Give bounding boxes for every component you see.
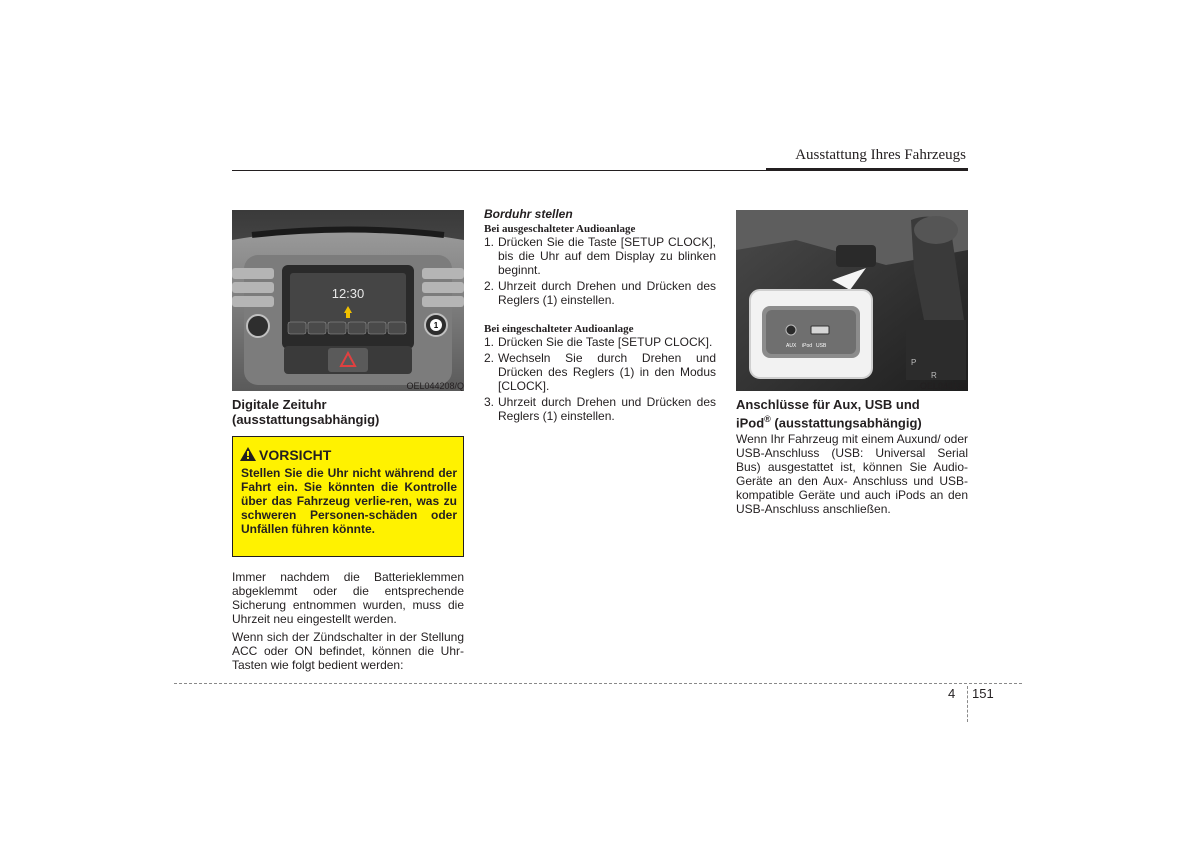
steps-list (484, 335, 716, 423)
clock-display: 12:30 (331, 286, 365, 301)
page-divider (967, 686, 968, 722)
body-paragraphs (232, 570, 464, 676)
warning-box (232, 436, 464, 557)
list-item: 2. Uhrzeit durch Drehen und Drücken des Reglers (1) einstellen. (484, 279, 716, 307)
clock-instructions (484, 207, 716, 425)
footer-rule (174, 683, 1022, 684)
running-header: Ausstattung Ihres Fahrzeugs (795, 147, 966, 163)
paragraph: Wenn Ihr Fahrzeug mit einem Auxund/ oder USB-Anschluss (USB: Universal Serial Bus) ausgestattet ist, können Sie Audio-Geräte an den Aux- Anschluss und USB-kompatible Geräte und auch iPods an den USB-Anschluss anschließen. (736, 432, 968, 516)
subheading: Bei eingeschalteter Audioanlage (484, 323, 634, 335)
header-rule (232, 170, 766, 171)
warning-triangle-icon (240, 447, 256, 461)
warning-title: VORSICHT (259, 447, 332, 463)
paragraph: Wenn sich der Zündschalter in der Stellung ACC oder ON befindet, können die Uhr-Tasten wie folgt bedient werden: (232, 630, 464, 672)
list-item: 1. Drücken Sie die Taste [SETUP CLOCK]. (484, 335, 713, 349)
list-item: 1. Drücken Sie die Taste [SETUP CLOCK], bis die Uhr auf dem Display zu blinken beginnt. (484, 235, 716, 277)
section-heading (736, 397, 968, 430)
radio-photo (232, 210, 464, 391)
subsection-title: Borduhr stellen (484, 207, 573, 221)
subheading: Bei ausgeschalteter Audioanlage (484, 223, 636, 235)
photo-caption: OEL044208/Q (406, 381, 464, 391)
photo-caption: OEL043195 (919, 381, 968, 391)
page-number: 151 (972, 686, 994, 701)
svg-text:P: P (911, 358, 917, 367)
marker-1: 1 (433, 321, 439, 330)
heading-line: (ausstattungsabhängig) (232, 412, 380, 427)
header-rule-thick (766, 168, 968, 171)
list-item: 2. Wechseln Sie durch Drehen und Drücken des Reglers (1) in den Modus [CLOCK]. (484, 351, 716, 393)
port-label: iPod (802, 343, 813, 349)
port-label: USB (816, 343, 827, 349)
heading-line: Anschlüsse für Aux, USB und (736, 397, 920, 412)
svg-text:R: R (931, 371, 937, 380)
heading-line: Digitale Zeituhr (232, 397, 327, 412)
list-item: 3. Uhrzeit durch Drehen und Drücken des Reglers (1) einstellen. (484, 395, 716, 423)
paragraph: Immer nachdem die Batterieklemmen abgeklemmt oder die entsprechende Sicherung entnommen wurden, muss die Uhrzeit neu eingestellt werden. (232, 570, 464, 626)
port-label: AUX (786, 343, 797, 349)
section-heading (232, 397, 464, 427)
steps-list (484, 235, 716, 307)
chapter-number: 4 (948, 686, 956, 701)
heading-line: iPod® (ausstattungsabhängig) (736, 414, 922, 431)
ports-photo (736, 210, 968, 391)
warning-text: Stellen Sie die Uhr nicht während der Fahrt ein. Sie könnten die Kontrolle über das Fahrzeug verlie-ren, was zu schweren Personen-schäden oder Unfällen führen könnte. (241, 466, 457, 536)
